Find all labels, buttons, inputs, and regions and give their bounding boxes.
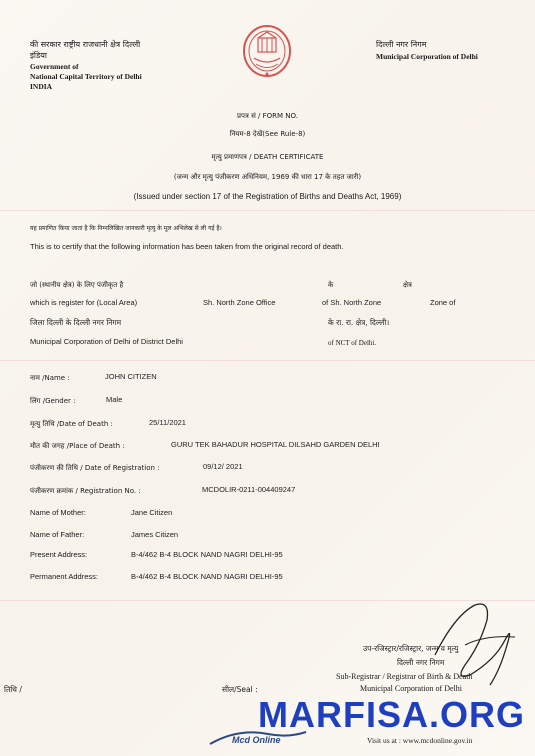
header-left-en-2: National Capital Territory of Delhi <box>30 72 142 81</box>
area-hindi-district: जिला दिल्ली के दिल्ली नगर निगम <box>30 318 122 327</box>
background-line <box>0 360 535 361</box>
date-of-death-label: मृत्यु तिथि /Date of Death : <box>30 420 113 428</box>
act-hindi: (जन्म और मृत्यु पंजीकरण अधिनियम, 1969 की धारा 17 के तहत जारी) <box>173 173 362 181</box>
present-address-value: B-4/462 B-4 BLOCK NAND NAGRI DELHI-95 <box>131 550 283 559</box>
area-zone-value: of Sh. North Zone <box>322 298 382 307</box>
form-number: प्रपत्र सं / FORM NO. <box>237 112 298 120</box>
father-name-label: Name of Father: <box>30 530 85 539</box>
date-label: तिथि / <box>4 685 22 694</box>
area-hindi-label: जो (स्थानीय क्षेत्र) के लिए पंजीकृत है <box>30 281 124 289</box>
permanent-address-value: B-4/462 B-4 BLOCK NAND NAGRI DELHI-95 <box>131 572 283 581</box>
gender-label: लिंग /Gender : <box>30 397 76 405</box>
area-hindi-ke: के <box>328 281 334 289</box>
registration-number-label: पंजीकरण क्रमांक / Registration No. : <box>30 487 141 495</box>
registrar-english-2: Municipal Corporation of Delhi <box>360 684 462 693</box>
header-left-hindi-1: की सरकार राष्ट्रीय राजधानी क्षेत्र दिल्ली <box>30 40 141 49</box>
header-right-hindi: दिल्ली नगर निगम <box>376 40 427 49</box>
gender-value: Male <box>106 395 123 404</box>
certificate-title: मृत्यु प्रमाणपत्र / DEATH CERTIFICATE <box>211 153 324 161</box>
watermark-text: MARFISA.ORG <box>258 694 525 735</box>
area-zone-of: Zone of <box>430 298 456 307</box>
present-address-label: Present Address: <box>30 550 88 559</box>
father-name-value: James Citizen <box>131 530 179 539</box>
visit-website-link[interactable]: Visit us at : www.mcdonline.gov.in <box>367 736 473 745</box>
area-hindi-nct: के रा. रा. क्षेत्र, दिल्ली। <box>328 318 390 327</box>
date-of-death-value: 25/11/2021 <box>149 418 186 427</box>
header-right-en: Municipal Corporation of Delhi <box>376 52 478 61</box>
act-english: (Issued under section 17 of the Registration of Births and Deaths Act, 1969) <box>133 192 402 201</box>
date-of-registration-label: पंजीकरण की तिथि / Date of Registration : <box>30 464 160 472</box>
area-office-value: Sh. North Zone Office <box>203 298 276 307</box>
registrar-english: Sub-Registrar / Registrar of Birth & Death <box>336 672 473 681</box>
mother-name-value: Jane Citizen <box>131 508 173 517</box>
place-of-death-label: मौत की जगह /Place of Death : <box>30 442 125 450</box>
area-en-nct: of NCT of Delhi. <box>328 339 377 347</box>
registrar-hindi-2: दिल्ली नगर निगम <box>397 658 445 667</box>
area-en-label: which is register for (Local Area) <box>30 298 138 307</box>
mcd-logo-text: Mcd Online <box>232 735 281 745</box>
name-label: नाम /Name : <box>30 374 70 382</box>
header-left-en-1: Government of <box>30 62 79 71</box>
certify-english: This is to certify that the following information has been taken from the original record of death. <box>30 242 344 251</box>
background-line <box>0 210 535 211</box>
registration-number-value: MCDOLIR-0211-004409247 <box>202 485 296 494</box>
seal-label: सील/Seal : <box>222 685 258 694</box>
name-value: JOHN CITIZEN <box>105 372 157 381</box>
rule-reference: नियम-8 देखें(See Rule-8) <box>229 130 306 138</box>
mother-name-label: Name of Mother: <box>30 508 86 517</box>
area-en-district: Municipal Corporation of Delhi of District Delhi <box>30 337 183 346</box>
registrar-hindi: उप-रजिस्ट्रार/रजिस्ट्रार, जन्म व मृत्यु <box>363 644 459 653</box>
header-left-hindi-2: इंडिया <box>30 51 47 60</box>
certify-hindi: यह प्रमाणित किया जाता है कि निम्नलिखित जानकारी मृत्यु के मूल अभिलेख से ली गई है। <box>30 225 222 232</box>
date-of-registration-value: 09/12/ 2021 <box>203 462 243 471</box>
mcd-emblem-icon <box>242 24 292 80</box>
area-hindi-kshetra: क्षेत्र <box>403 281 412 289</box>
header-left-en-3: INDIA <box>30 82 53 91</box>
permanent-address-label: Permanent Address: <box>30 572 98 581</box>
place-of-death-value: GURU TEK BAHADUR HOSPITAL DILSAHD GARDEN DELHI <box>171 440 380 449</box>
